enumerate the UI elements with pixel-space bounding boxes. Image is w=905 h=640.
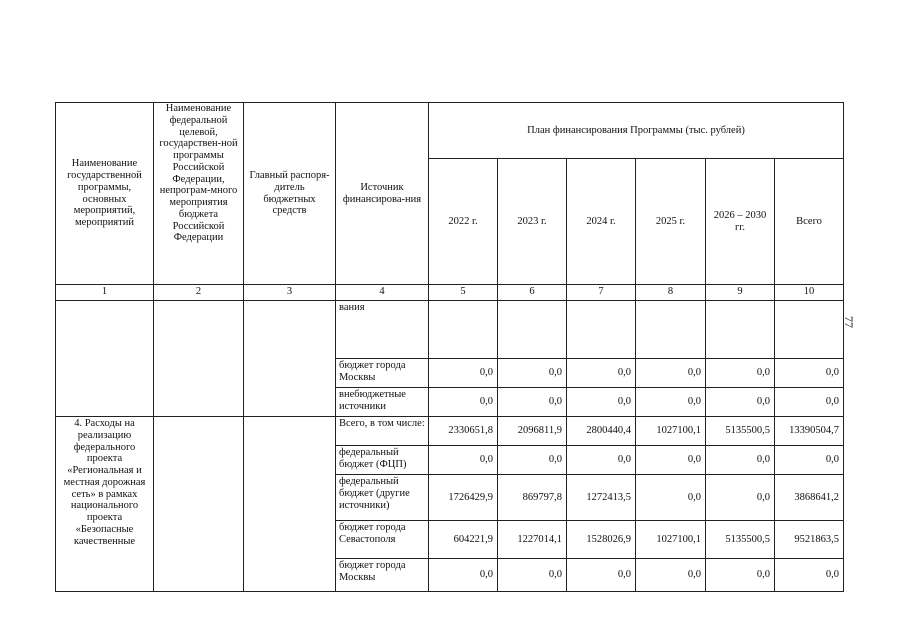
column-number: 1 bbox=[56, 285, 154, 301]
column-number: 6 bbox=[498, 285, 567, 301]
page-number: 77 bbox=[842, 316, 856, 328]
source-cell: бюджет города Севастополя bbox=[336, 521, 429, 559]
value-cell: 1027100,1 bbox=[636, 417, 706, 446]
value-cell: 0,0 bbox=[775, 446, 844, 475]
value-cell bbox=[567, 301, 636, 359]
source-cell: бюджет города Москвы bbox=[336, 559, 429, 592]
value-cell: 0,0 bbox=[775, 359, 844, 388]
column-number: 4 bbox=[336, 285, 429, 301]
value-cell: 2330651,8 bbox=[429, 417, 498, 446]
value-cell: 0,0 bbox=[498, 559, 567, 592]
value-cell: 1227014,1 bbox=[498, 521, 567, 559]
header-plan: План финансирования Программы (тыс. рублей) bbox=[429, 103, 844, 159]
federal-cell-empty bbox=[154, 301, 244, 417]
column-number: 9 bbox=[706, 285, 775, 301]
source-cell: внебюджетные источники bbox=[336, 388, 429, 417]
header-year-2023: 2023 г. bbox=[498, 159, 567, 285]
value-cell: 0,0 bbox=[567, 388, 636, 417]
federal-cell-empty bbox=[154, 417, 244, 592]
value-cell: 0,0 bbox=[636, 388, 706, 417]
source-cell: Всего, в том числе: bbox=[336, 417, 429, 446]
header-year-2022: 2022 г. bbox=[429, 159, 498, 285]
value-cell: 0,0 bbox=[567, 359, 636, 388]
header-row-1 bbox=[56, 103, 844, 159]
value-cell: 9521863,5 bbox=[775, 521, 844, 559]
value-cell: 1027100,1 bbox=[636, 521, 706, 559]
value-cell: 1528026,9 bbox=[567, 521, 636, 559]
value-cell: 0,0 bbox=[429, 359, 498, 388]
value-cell: 0,0 bbox=[706, 388, 775, 417]
column-number: 7 bbox=[567, 285, 636, 301]
source-cell: федеральный бюджет (ФЦП) bbox=[336, 446, 429, 475]
section-4-name: 4. Расходы на реализацию федерального проекта «Региональная и местная дорожная сеть» в рамках национального проекта «Безопасные качественные bbox=[56, 417, 154, 592]
value-cell: 869797,8 bbox=[498, 475, 567, 521]
table-row bbox=[56, 417, 844, 446]
header-federal-program: Наименование федеральной целевой, государствен-ной программы Российской Федерации, непрограм-много мероприятия бюджета Российской Федерации bbox=[154, 103, 244, 285]
value-cell: 0,0 bbox=[429, 559, 498, 592]
value-cell bbox=[706, 301, 775, 359]
value-cell: 0,0 bbox=[706, 475, 775, 521]
financing-table bbox=[55, 102, 844, 592]
value-cell: 0,0 bbox=[636, 475, 706, 521]
column-number-row bbox=[56, 285, 844, 301]
value-cell: 1272413,5 bbox=[567, 475, 636, 521]
value-cell: 3868641,2 bbox=[775, 475, 844, 521]
value-cell bbox=[775, 301, 844, 359]
value-cell: 604221,9 bbox=[429, 521, 498, 559]
value-cell: 0,0 bbox=[636, 359, 706, 388]
value-cell: 2800440,4 bbox=[567, 417, 636, 446]
column-number: 5 bbox=[429, 285, 498, 301]
header-budget-manager: Главный распоря-дитель бюджетных средств bbox=[244, 103, 336, 285]
header-program-name: Наименование государственной программы, основных мероприятий, мероприятий bbox=[56, 103, 154, 285]
value-cell: 13390504,7 bbox=[775, 417, 844, 446]
column-number: 2 bbox=[154, 285, 244, 301]
source-cell: бюджет города Москвы bbox=[336, 359, 429, 388]
value-cell: 0,0 bbox=[775, 559, 844, 592]
column-number: 10 bbox=[775, 285, 844, 301]
value-cell: 0,0 bbox=[706, 559, 775, 592]
value-cell: 0,0 bbox=[567, 446, 636, 475]
column-number: 8 bbox=[636, 285, 706, 301]
value-cell bbox=[429, 301, 498, 359]
value-cell: 0,0 bbox=[567, 559, 636, 592]
value-cell: 0,0 bbox=[775, 388, 844, 417]
value-cell: 0,0 bbox=[429, 446, 498, 475]
header-funding-source: Источник финансирова-ния bbox=[336, 103, 429, 285]
value-cell: 2096811,9 bbox=[498, 417, 567, 446]
value-cell: 0,0 bbox=[498, 446, 567, 475]
manager-cell-empty bbox=[244, 301, 336, 417]
program-cell-empty bbox=[56, 301, 154, 417]
table-row bbox=[56, 301, 844, 359]
source-cell: федеральный бюджет (другие источники) bbox=[336, 475, 429, 521]
value-cell: 5135500,5 bbox=[706, 521, 775, 559]
value-cell: 0,0 bbox=[636, 559, 706, 592]
value-cell: 0,0 bbox=[429, 388, 498, 417]
manager-cell-empty bbox=[244, 417, 336, 592]
column-number: 3 bbox=[244, 285, 336, 301]
value-cell: 1726429,9 bbox=[429, 475, 498, 521]
value-cell: 0,0 bbox=[706, 359, 775, 388]
header-year-2025: 2025 г. bbox=[636, 159, 706, 285]
header-year-2026-2030: 2026 – 2030 гг. bbox=[706, 159, 775, 285]
source-cell: вания bbox=[336, 301, 429, 359]
header-year-2024: 2024 г. bbox=[567, 159, 636, 285]
value-cell: 5135500,5 bbox=[706, 417, 775, 446]
value-cell: 0,0 bbox=[636, 446, 706, 475]
value-cell bbox=[636, 301, 706, 359]
header-total: Всего bbox=[775, 159, 844, 285]
value-cell: 0,0 bbox=[706, 446, 775, 475]
value-cell bbox=[498, 301, 567, 359]
value-cell: 0,0 bbox=[498, 388, 567, 417]
value-cell: 0,0 bbox=[498, 359, 567, 388]
